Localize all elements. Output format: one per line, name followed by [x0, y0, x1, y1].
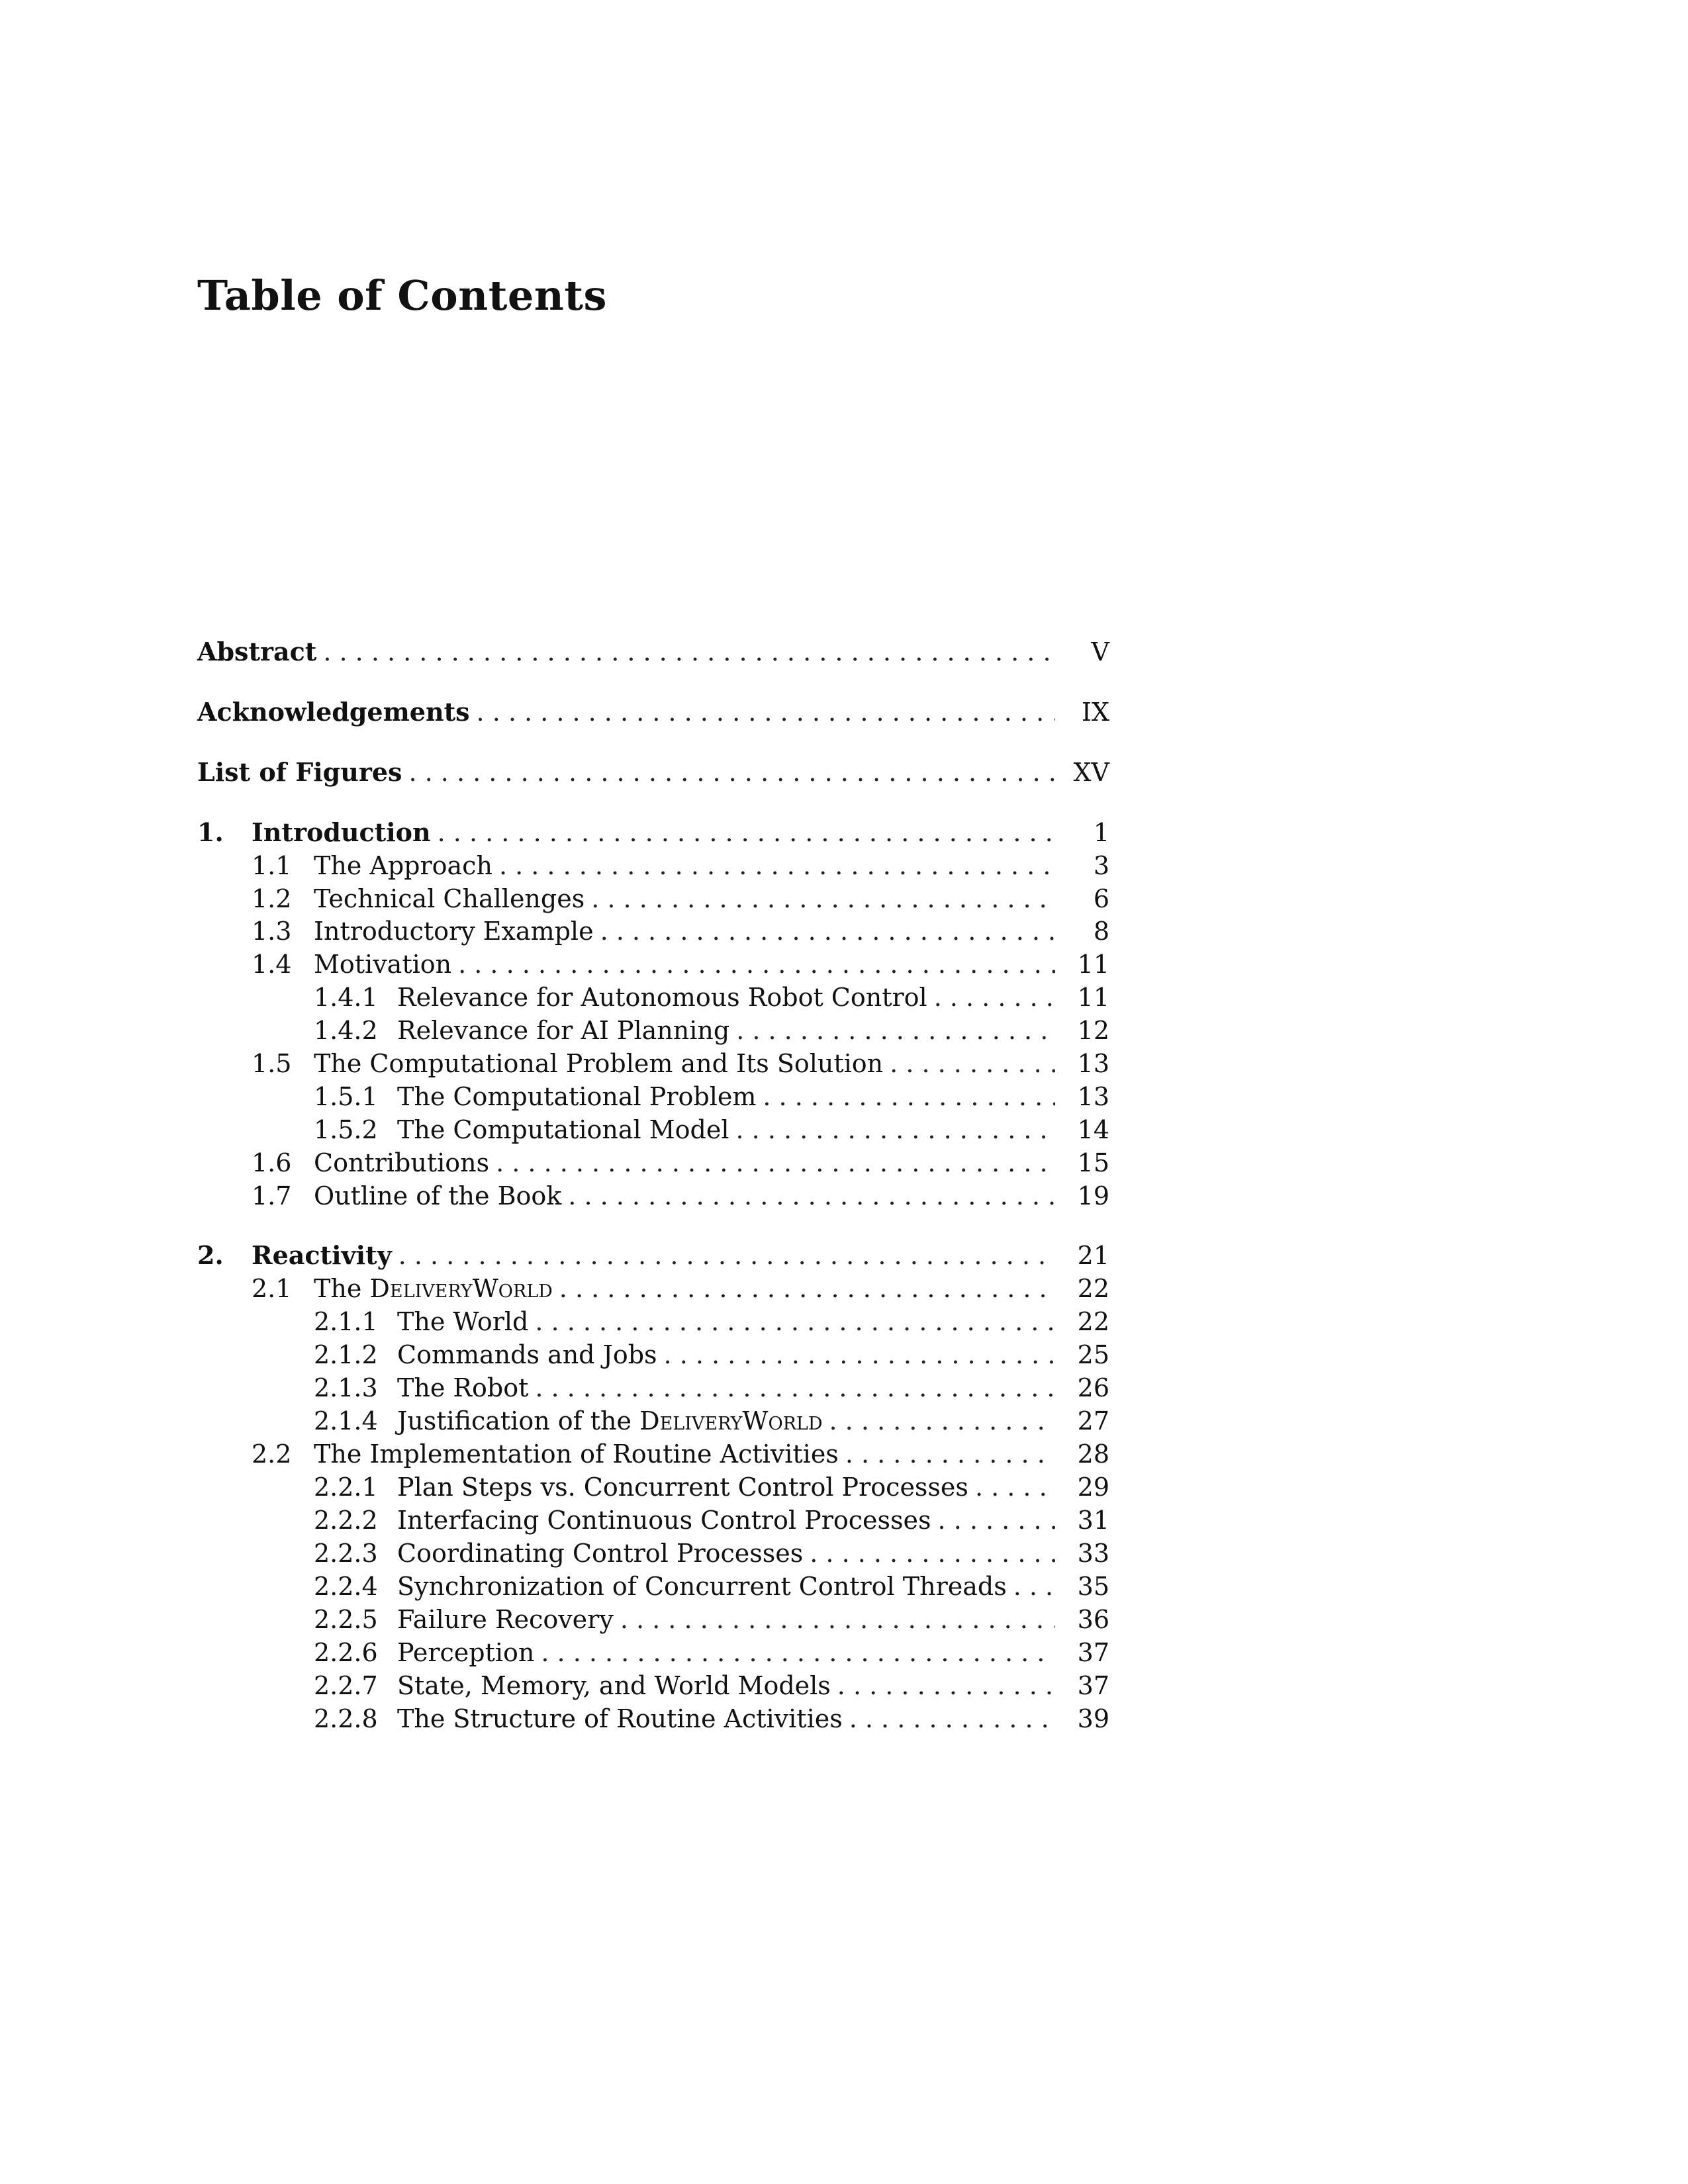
toc-entry-number: 2.1.2	[314, 1340, 378, 1369]
toc-entry-title: The World	[397, 1307, 529, 1336]
toc-entry-subsection[interactable]	[197, 1471, 1109, 1504]
dot-leader	[664, 1338, 1055, 1371]
toc-entry-section[interactable]	[197, 948, 1109, 981]
toc-entry-subsection[interactable]	[197, 1371, 1109, 1404]
toc-entry-number: 2.1.3	[314, 1373, 378, 1402]
toc-entry-title: The Computational Model	[397, 1115, 729, 1144]
dot-leader	[938, 1504, 1055, 1537]
toc-entry-title: Synchronization of Concurrent Control Threads	[397, 1572, 1007, 1601]
toc-entry-subsection[interactable]	[197, 1113, 1109, 1146]
toc-entry-page: 11	[1077, 950, 1109, 979]
toc-entry-title: The Structure of Routine Activities	[397, 1704, 843, 1733]
toc-entry-title: The Computational Problem and Its Solution	[314, 1049, 884, 1078]
toc-entry-title: The Implementation of Routine Activities	[314, 1439, 839, 1469]
toc-entry-number: 1.4.2	[314, 1016, 378, 1045]
dot-leader	[810, 1537, 1055, 1570]
toc-entry-section[interactable]	[197, 882, 1109, 915]
toc-entry-page: 21	[1077, 1241, 1109, 1270]
toc-entry-title: Contributions	[314, 1148, 490, 1177]
toc-entry-number: 1.3	[252, 917, 292, 946]
toc-entry-title: The DeliveryWorld	[314, 1274, 553, 1303]
dot-leader	[408, 756, 1055, 789]
toc-entry-page: 35	[1077, 1572, 1109, 1601]
dot-leader	[477, 696, 1055, 729]
toc-entry-title: Interfacing Continuous Control Processes	[397, 1506, 931, 1535]
dot-leader	[438, 816, 1055, 849]
toc-entry-chapter[interactable]	[197, 1239, 1109, 1272]
toc-entry-subsection[interactable]	[197, 1014, 1109, 1047]
toc-entry-section[interactable]	[197, 1146, 1109, 1179]
toc-entry-subsection[interactable]	[197, 1603, 1109, 1636]
toc-entry-subsection[interactable]	[197, 1570, 1109, 1603]
toc-entry-chapter[interactable]	[197, 816, 1109, 849]
toc-entry-front[interactable]	[197, 756, 1109, 789]
toc-entry-page: IX	[1081, 698, 1109, 727]
toc-entry-page: 25	[1077, 1340, 1109, 1369]
toc-entry-page: 22	[1077, 1274, 1109, 1303]
dot-leader	[890, 1047, 1055, 1080]
toc-entry-title: Introduction	[252, 817, 431, 847]
dot-leader	[600, 915, 1055, 948]
toc-entry-page: 26	[1077, 1373, 1109, 1402]
dot-leader	[837, 1669, 1055, 1702]
dot-leader	[499, 849, 1055, 882]
toc-entry-number: 1.5.2	[314, 1115, 378, 1144]
toc-entry-title: Coordinating Control Processes	[397, 1539, 804, 1568]
toc-entry-number: 2.	[197, 1240, 224, 1270]
toc-entry-page: 11	[1077, 983, 1109, 1012]
toc-entry-title: Plan Steps vs. Concurrent Control Processes	[397, 1473, 968, 1502]
toc-entry-page: 6	[1093, 884, 1109, 913]
toc-entry-page: 3	[1093, 851, 1109, 880]
toc-entry-title: Introductory Example	[314, 917, 594, 946]
dot-leader	[323, 635, 1055, 668]
toc-entry-number: 2.1.4	[314, 1406, 378, 1435]
toc-entry-page: 28	[1077, 1439, 1109, 1469]
toc-entry-title: The Approach	[314, 851, 492, 880]
toc-entry-front[interactable]	[197, 696, 1109, 729]
dot-leader	[568, 1179, 1055, 1212]
toc-entry-number: 1.6	[252, 1148, 292, 1177]
dot-leader	[559, 1272, 1055, 1305]
toc-entry-title: Commands and Jobs	[397, 1340, 657, 1369]
toc-entry-subsection[interactable]	[197, 981, 1109, 1014]
toc-entry-subsection[interactable]	[197, 1504, 1109, 1537]
toc-entry-subsection[interactable]	[197, 1636, 1109, 1669]
toc-entry-page: V	[1091, 637, 1109, 666]
dot-leader	[1013, 1570, 1055, 1603]
toc-entry-page: 12	[1077, 1016, 1109, 1045]
dot-leader	[975, 1471, 1055, 1504]
toc-entry-title: Outline of the Book	[314, 1181, 562, 1210]
toc-entry-title: Reactivity	[252, 1240, 392, 1270]
toc-entry-subsection[interactable]	[197, 1702, 1109, 1735]
toc-entry-title: Motivation	[314, 950, 452, 979]
toc-entry-section[interactable]	[197, 1272, 1109, 1305]
toc-entry-number: 2.2.3	[314, 1539, 378, 1568]
toc-entry-number: 2.2.6	[314, 1638, 378, 1667]
toc-entry-section[interactable]	[197, 1437, 1109, 1471]
toc-entry-page: 15	[1077, 1148, 1109, 1177]
toc-entry-section[interactable]	[197, 915, 1109, 948]
dot-leader	[591, 882, 1055, 915]
toc-entry-title: Relevance for AI Planning	[397, 1016, 730, 1045]
toc-entry-page: 8	[1093, 917, 1109, 946]
dot-leader	[535, 1371, 1055, 1404]
toc-entry-title: List of Figures	[197, 757, 402, 787]
toc-entry-page: XV	[1073, 758, 1109, 787]
toc-entry-page: 31	[1077, 1506, 1109, 1535]
toc-entry-title: The Computational Problem	[397, 1082, 757, 1111]
toc-entry-number: 1.4	[252, 950, 292, 979]
dot-leader	[736, 1014, 1055, 1047]
toc-entry-number: 2.2.7	[314, 1671, 378, 1700]
dot-leader	[535, 1305, 1055, 1338]
toc-entry-number: 2.2.8	[314, 1704, 378, 1733]
toc-entry-number: 1.5.1	[314, 1082, 378, 1111]
page-title: Table of Contents	[197, 271, 607, 320]
toc-entry-subsection[interactable]	[197, 1338, 1109, 1371]
toc-entry-number: 1.5	[252, 1049, 292, 1078]
dot-leader	[829, 1404, 1055, 1437]
toc-entry-subsection[interactable]	[197, 1537, 1109, 1570]
dot-leader	[934, 981, 1055, 1014]
dot-leader	[620, 1603, 1055, 1636]
dot-leader	[736, 1113, 1055, 1146]
toc-entry-page: 29	[1077, 1473, 1109, 1502]
toc-entry-subsection[interactable]	[197, 1305, 1109, 1338]
toc-entry-page: 13	[1077, 1049, 1109, 1078]
toc-entry-page: 36	[1077, 1605, 1109, 1634]
toc-entry-section[interactable]	[197, 1047, 1109, 1080]
toc-entry-number: 1.1	[252, 851, 292, 880]
toc-entry-title: Technical Challenges	[314, 884, 585, 913]
toc-entry-page: 39	[1077, 1704, 1109, 1733]
toc-entry-page: 33	[1077, 1539, 1109, 1568]
toc-entry-subsection[interactable]	[197, 1669, 1109, 1702]
dot-leader	[399, 1239, 1055, 1272]
toc-entry-page: 19	[1077, 1181, 1109, 1210]
toc-entry-page: 1	[1093, 818, 1109, 847]
dot-leader	[845, 1437, 1055, 1471]
toc-entry-subsection[interactable]	[197, 1404, 1109, 1437]
toc-entry-number: 2.2.4	[314, 1572, 378, 1601]
toc-entry-number: 2.2.5	[314, 1605, 378, 1634]
toc-entry-number: 1.4.1	[314, 983, 378, 1012]
toc-entry-front[interactable]	[197, 635, 1109, 668]
toc-entry-title: Failure Recovery	[397, 1605, 614, 1634]
dot-leader	[458, 948, 1055, 981]
toc-entry-number: 2.2.2	[314, 1506, 378, 1535]
dot-leader	[496, 1146, 1055, 1179]
toc-entry-title: The Robot	[397, 1373, 529, 1402]
toc-entry-number: 1.7	[252, 1181, 292, 1210]
toc-entry-page: 27	[1077, 1406, 1109, 1435]
toc-entry-number: 2.2.1	[314, 1473, 378, 1502]
toc-entry-section[interactable]	[197, 849, 1109, 882]
toc-entry-title: Justification of the DeliveryWorld	[397, 1406, 823, 1435]
toc-entry-subsection[interactable]	[197, 1080, 1109, 1113]
toc-entry-title: Perception	[397, 1638, 535, 1667]
dot-leader	[541, 1636, 1055, 1669]
toc-entry-number: 1.2	[252, 884, 292, 913]
toc-entry-page: 14	[1077, 1115, 1109, 1144]
toc-entry-page: 37	[1077, 1671, 1109, 1700]
toc-entry-page: 37	[1077, 1638, 1109, 1667]
toc-entry-number: 2.2	[252, 1439, 292, 1469]
toc-entry-number: 1.	[197, 817, 224, 847]
toc-entry-title: Acknowledgements	[197, 697, 470, 727]
toc-entry-title: State, Memory, and World Models	[397, 1671, 831, 1700]
toc-entry-page: 22	[1077, 1307, 1109, 1336]
toc-entry-title: Relevance for Autonomous Robot Control	[397, 983, 927, 1012]
toc-entry-number: 2.1.1	[314, 1307, 378, 1336]
toc-entry-title: Abstract	[197, 637, 317, 666]
toc-entry-number: 2.1	[252, 1274, 292, 1303]
dot-leader	[763, 1080, 1055, 1113]
toc-entry-page: 13	[1077, 1082, 1109, 1111]
toc-entry-section[interactable]	[197, 1179, 1109, 1212]
dot-leader	[849, 1702, 1055, 1735]
